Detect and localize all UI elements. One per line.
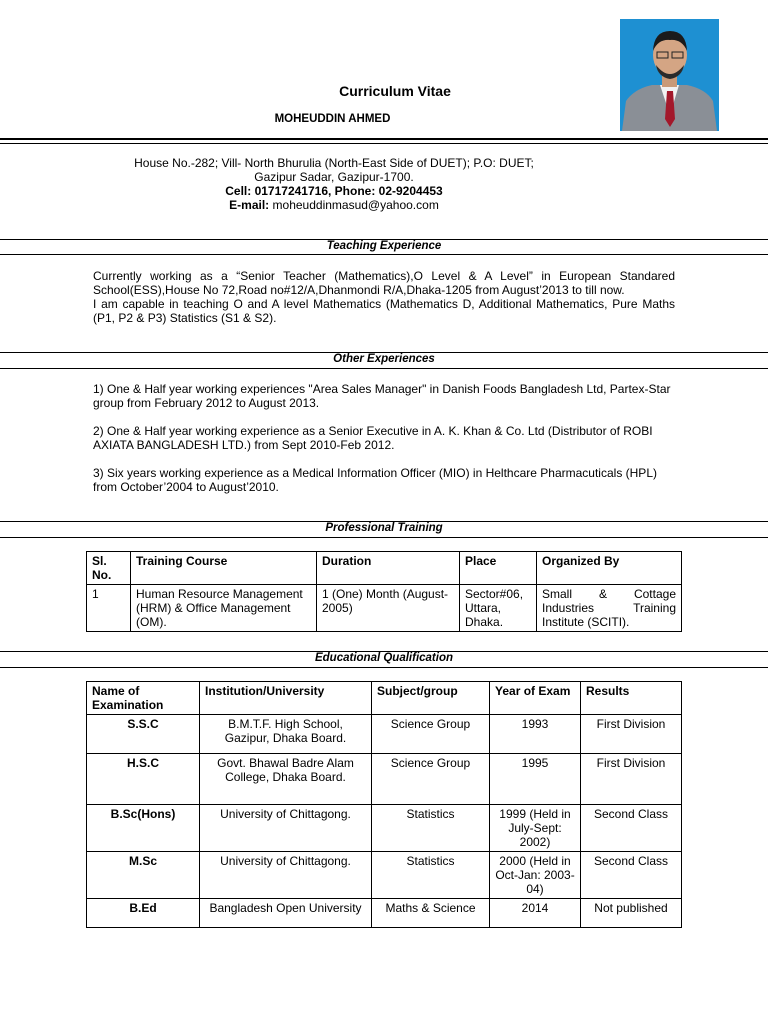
table-cell: Second Class [581,805,682,852]
address-line-2: Gazipur Sadar, Gazipur-1700. [254,170,414,184]
email-line [0,197,668,213]
column-header: Institution/University [200,682,372,715]
table-cell: Bangladesh Open University [200,899,372,928]
table-cell: Human Resource Management (HRM) & Office Management (OM). [131,585,317,632]
table-header-row [87,682,682,715]
table-cell: B.Sc(Hons) [87,805,200,852]
column-header: Results [581,682,682,715]
column-header: Organized By [537,552,682,585]
header-rule-bottom [0,143,768,144]
section-rule [0,368,768,369]
table-cell: 2000 (Held in Oct-Jan: 2003-04) [490,852,581,899]
table-cell: 2014 [490,899,581,928]
table-cell: Not published [581,899,682,928]
address-line-1: House No.-282; Vill- North Bhurulia (North-East Side of DUET); P.O: DUET; [134,156,534,170]
table-cell: 1 (One) Month (August-2005) [317,585,460,632]
email-value: moheuddinmasud@yahoo.com [272,198,439,212]
phone-line: Cell: 01717241716, Phone: 02-9204453 [225,184,443,198]
table-cell: University of Chittagong. [200,852,372,899]
cv-title: Curriculum Vitae [339,83,451,99]
table-cell: Science Group [372,754,490,805]
header-rule-top [0,138,768,140]
education-heading: Educational Qualification [314,652,454,664]
column-header: Duration [317,552,460,585]
teaching-heading: Teaching Experience [326,240,442,252]
table-cell: Small & Cottage Industries Training Institute (SCITI). [537,585,682,632]
table-cell: M.Sc [87,852,200,899]
table-cell: Science Group [372,715,490,754]
table-row [87,899,682,928]
profile-photo [620,19,719,131]
table-cell: Second Class [581,852,682,899]
teaching-capability-paragraph: I am capable in teaching O and A level Mathematics (Mathematics D, Additional Mathematics, Pure Maths (P1, P2 & P3) Statistics (S1 & S2). [93,297,675,325]
table-cell: First Division [581,715,682,754]
table-cell: 1993 [490,715,581,754]
experience-item: 3) Six years working experience as a Medical Information Officer (MIO) in Helthcare Pharmacuticals (HPL) from October’2004 to August’2010. [93,466,657,494]
table-cell: Statistics [372,852,490,899]
column-header: Sl. No. [87,552,131,585]
other-heading: Other Experiences [333,353,435,365]
section-rule [0,537,768,538]
table-cell: B.M.T.F. High School, Gazipur, Dhaka Board. [200,715,372,754]
table-cell: Statistics [372,805,490,852]
table-cell: Maths & Science [372,899,490,928]
column-header: Training Course [131,552,317,585]
training-table [86,551,682,632]
table-row [87,805,682,852]
experience-item: 1) One & Half year working experiences "Area Sales Manager" in Danish Foods Bangladesh Ltd, Partex-Star group from February 2012 to August 2013. [93,382,671,410]
portrait-image [620,19,719,131]
table-row [87,852,682,899]
column-header: Subject/group [372,682,490,715]
column-header: Place [460,552,537,585]
table-cell: First Division [581,754,682,805]
column-header: Year of Exam [490,682,581,715]
email-label: E-mail: [229,198,270,212]
table-header-row [87,552,682,585]
teaching-current-paragraph: Currently working as a “Senior Teacher (Mathematics),O Level & A Level” in European Standared School(ESS),House No 72,Road no#12/A,Dhanmondi R/A,Dhaka-1205 from August’2013 to till now. [93,269,675,297]
table-cell: Govt. Bhawal Badre Alam College, Dhaka Board. [200,754,372,805]
table-cell: S.S.C [87,715,200,754]
table-row [87,754,682,805]
section-rule [0,667,768,668]
candidate-name: MOHEUDDIN AHMED [274,113,391,125]
training-heading: Professional Training [325,522,443,534]
experience-item: 2) One & Half year working experience as a Senior Executive in A. K. Khan & Co. Ltd (Distributor of ROBI AXIATA BANGLADESH LTD.) from Sept 2010-Feb 2012. [93,424,653,452]
table-row [87,585,682,632]
table-cell: 1999 (Held in July-Sept: 2002) [490,805,581,852]
table-cell: Sector#06, Uttara, Dhaka. [460,585,537,632]
section-rule [0,254,768,255]
table-cell: University of Chittagong. [200,805,372,852]
education-table [86,681,682,928]
table-cell: B.Ed [87,899,200,928]
table-cell: 1 [87,585,131,632]
table-row [87,715,682,754]
column-header: Name of Examination [87,682,200,715]
table-cell: 1995 [490,754,581,805]
table-cell: H.S.C [87,754,200,805]
